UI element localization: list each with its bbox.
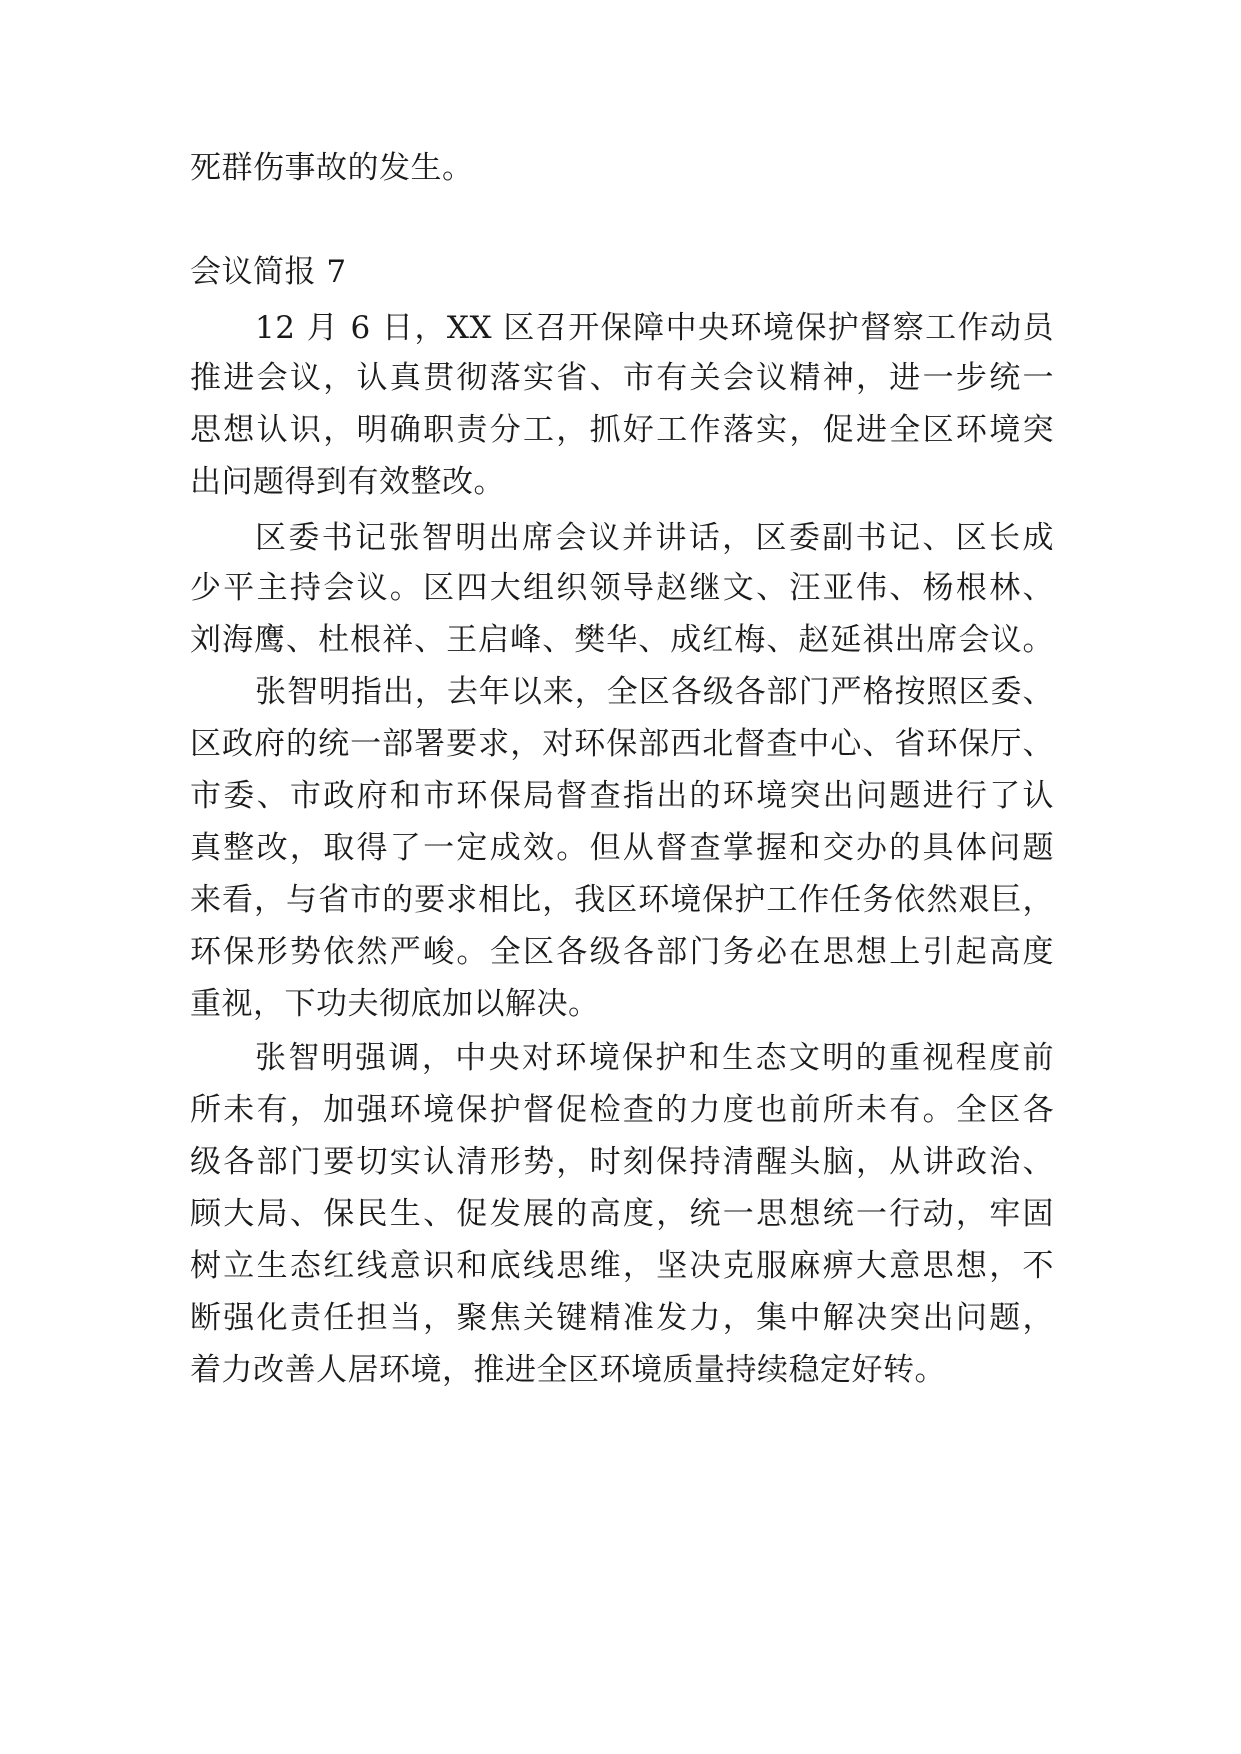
text-line: 真整改，取得了一定成效。但从督查掌握和交办的具体问题 — [190, 830, 1054, 866]
text-line: 12 月 6 日，XX 区召开保障中央环境保护督察工作动员 — [255, 310, 1054, 346]
text-line: 刘海鹰、杜根祥、王启峰、樊华、成红梅、赵延祺出席会议。 — [190, 622, 1054, 658]
text-line: 着力改善人居环境，推进全区环境质量持续稳定好转。 — [190, 1352, 946, 1388]
text-line: 区委书记张智明出席会议并讲话，区委副书记、区长成 — [255, 520, 1054, 556]
text-line: 断强化责任担当，聚焦关键精准发力，集中解决突出问题， — [190, 1300, 1054, 1336]
text-line: 张智明指出，去年以来，全区各级各部门严格按照区委、 — [255, 674, 1054, 710]
text-line: 顾大局、保民生、促发展的高度，统一思想统一行动，牢固 — [190, 1196, 1054, 1232]
text-line: 级各部门要切实认清形势，时刻保持清醒头脑，从讲政治、 — [190, 1144, 1054, 1180]
text-line: 少平主持会议。区四大组织领导赵继文、汪亚伟、杨根林、 — [190, 570, 1054, 606]
text-line: 思想认识，明确职责分工，抓好工作落实，促进全区环境突 — [190, 412, 1054, 448]
text-line: 死群伤事故的发生。 — [190, 150, 474, 186]
text-line: 张智明强调，中央对环境保护和生态文明的重视程度前 — [255, 1040, 1054, 1076]
text-line: 市委、市政府和市环保局督查指出的环境突出问题进行了认 — [190, 778, 1054, 814]
text-line: 重视，下功夫彻底加以解决。 — [190, 986, 600, 1022]
text-line: 树立生态红线意识和底线思维，坚决克服麻痹大意思想，不 — [190, 1248, 1054, 1284]
text-line: 推进会议，认真贯彻落实省、市有关会议精神，进一步统一 — [190, 360, 1054, 396]
text-line: 出问题得到有效整改。 — [190, 464, 505, 500]
section-heading: 会议简报 7 — [190, 254, 347, 290]
text-line: 来看，与省市的要求相比，我区环境保护工作任务依然艰巨， — [190, 882, 1054, 918]
text-line: 所未有，加强环境保护督促检查的力度也前所未有。全区各 — [190, 1092, 1054, 1128]
text-line: 区政府的统一部署要求，对环保部西北督查中心、省环保厅、 — [190, 726, 1054, 762]
text-line: 环保形势依然严峻。全区各级各部门务必在思想上引起高度 — [190, 934, 1054, 970]
